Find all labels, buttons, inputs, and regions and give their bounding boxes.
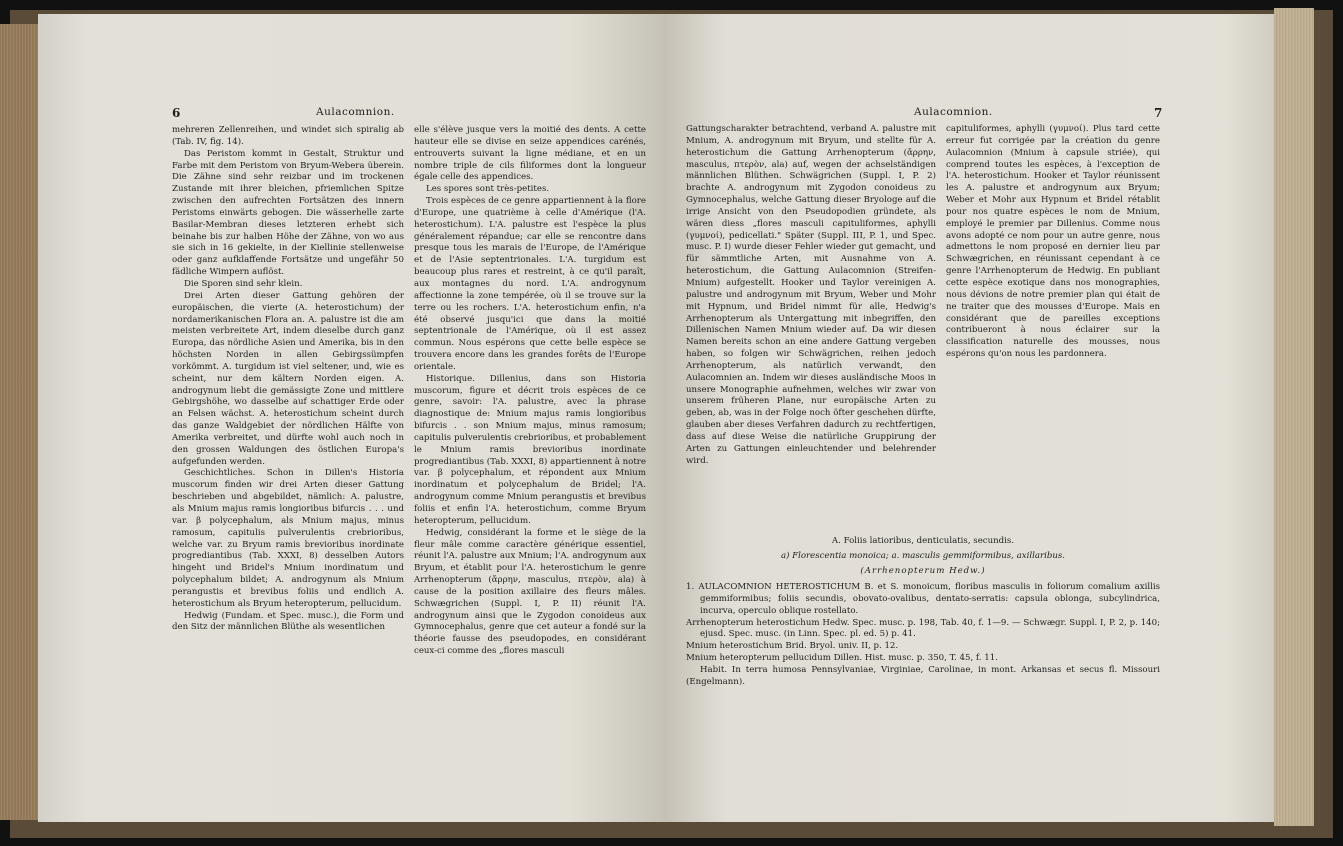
paragraph: elle s'élève jusque vers la moitié des dents. A cette hauteur elle se divise en seize appendices carénés, entrouverts suivant la ligne médiane, et en un nombre triple de cils filiformes dont la longueur égale celle des appendices. xyxy=(414,125,646,183)
right-page-column-german xyxy=(686,124,936,467)
paragraph: Historique. Dillenius, dans son Historia muscorum, figure et décrit trois espèces de ce genre, savoir: l'A. palustre, avec la phrase diagnostique de: Mnium majus ramis longioribus bifurcis . . son Mnium majus, minus ramosum; capitulis pulverulentis crebrioribus, et probablement le Mnium ramis brevioribus inordinate progrediantibus (Tab. XXXI, 8) appartiennent à notre var. β polycephalum, et répondent aux Mnium inordinatum et polycephalum de Bridel; l'A. androgynum comme Mnium perangustis et brevibus foliis et enfin l'A. heterostichum, comme Bryum heteropterum, pellucidum. xyxy=(414,373,646,526)
left-page-edges xyxy=(0,24,38,820)
right-page-edges xyxy=(1274,8,1314,826)
species-diagnosis: 1. AULACOMNION HETEROSTICHUM B. et S. monoicum, floribus masculis in foliorum comalium axillis gemmiformibus; foliis secundis, obovato-ovalibus, dentato-serratis: capsula oblonga, subcylindrica, incurva, operculo oblique rostellato. xyxy=(686,582,1160,616)
right-page xyxy=(664,14,1274,822)
paragraph: Les spores sont très-petites. xyxy=(426,184,550,195)
genus-group-heading: (Arrhenopterum Hedw.) xyxy=(860,566,986,576)
paragraph: capituliformes, aphylli (γυμνοί). Plus tard cette erreur fut corrigée par la création du genre Aulacomnion (Mnium à capsule striée), qui comprend toutes les espèces, à l'exception de l'A. heterostichum. Hooker et Taylor réunissent les A. palustre et androgynum aux Bryum; Weber et Mohr aux Hypnum et Bridel rétablit pour nos quatre espèces le nom de Mnium, employé le premier par Dillenius. Comme nous avons adopté ce nom pour un autre genre, nous admettons le nom proposé en dernier lieu par Schwægrichen, en réunissant cependant à ce genre l'Arrhenopterum de Hedwig. En publiant cette espèce exotique dans nos monographies, nous dévions de notre premier plan qui était de ne traiter que des mousses d'Europe. Mais en considérant que de pareilles exceptions contribueront à nous éclairer sur la classification naturelle des mousses, nous espérons qu'on nous les pardonnera. xyxy=(946,124,1160,360)
section-subheading-a: a) Florescentia monoica; a. masculis gemmiformibus, axillaribus. xyxy=(780,551,1066,561)
right-page-column-french xyxy=(946,124,1160,361)
paragraph: Die Sporen sind sehr klein. xyxy=(184,278,303,289)
left-page xyxy=(38,14,664,822)
synonym-line: Mnium heteropterum pellucidum Dillen. Hist. musc. p. 350, T. 45, f. 11. xyxy=(686,653,998,664)
page-number-left: 6 xyxy=(172,106,181,120)
paragraph: Das Peristom kommt in Gestalt, Struktur und Farbe mit dem Peristom von Bryum-Webera überein. Die Zähne sind sehr reizbar und im trockenen Zustande mit ihrer bleichen, pfriemlichen Spitze zwischen den aufrechten Fortsätzen des innern Peristoms einwärts gebogen. Die wässerhelle zarte Basilar-Membran dieses letzteren erhebt sich beinahe bis zur halben Höhe der Zähne, von wo aus sie sich in 16 gekielte, in der Kiellinie stellenweise oder ganz aufklaffende Fortsätze und ungefähr 50 fädliche Wimpern auflöst. xyxy=(172,148,404,278)
paragraph: Hedwig (Fundam. et Spec. musc.), die Form und den Sitz der männlichen Blüthe als wesentlichen xyxy=(172,610,404,633)
running-head-left: Aulacomnion. xyxy=(316,106,395,118)
running-head-right: Aulacomnion. xyxy=(914,106,993,118)
paragraph: Trois espèces de ce genre appartiennent à la flore d'Europe, une quatrième à celle d'Amérique (l'A. heterostichum). L'A. palustre est l'espèce la plus généralement répandue; car elle se rencontre dans presque tous les marais de l'Europe, de l'Amérique et de l'Asie septentrionales. L'A. turgidum est beaucoup plus rares et restreint, à ce qu'il paraît, aux montagnes du nord. L'A. androgynum affectionne la zone tempérée, où il se trouve sur la terre ou les rochers. L'A. heterostichum enfin, n'a été observé jusqu'ici que dans la moitié septentrionale de l'Amérique, où il est assez commun. Nous espérons que cette belle espèce se trouvera encore dans les grandes forêts de l'Europe orientale. xyxy=(414,196,646,372)
section-heading-a: A. Foliis latioribus, denticulatis, secundis. xyxy=(831,536,1015,546)
paragraph: Drei Arten dieser Gattung gehören der europäischen, die vierte (A. heterostichum) der nordamerikanischen Flora an. A. palustre ist die am meisten verbreitete Art, indem dieselbe durch ganz Europa, das nördliche Asien und Amerika, bis in den höchsten Norden in allen Gebirgssümpfen vorkömmt. A. turgidum ist viel seltener, und, wie es scheint, nur dem kältern Norden eigen. A. androgynum liebt die gemässigte Zone und mittlere Gebirgshöhe, wo dasselbe auf schattiger Erde oder an Felsen wächst. A. heterostichum scheint durch das ganze Waldgebiet der nördlichen Hälfte von Amerika verbreitet, und dürfte wohl auch noch in den grossen Waldungen des östlichen Europa's aufgefunden werden. xyxy=(172,290,404,467)
synonym-line: Mnium heterostichum Brid. Bryol. univ. II, p. 12. xyxy=(686,641,899,652)
species-entry-block xyxy=(686,582,1160,689)
synonym-line: Arrhenopterum heterostichum Hedw. Spec. musc. p. 198, Tab. 40, f. 1—9. — Schwægr. Suppl. I, P. 2, p. 140; ejusd. Spec. musc. (in Linn. Spec. pl. ed. 5) p. 41. xyxy=(686,617,1160,640)
habitat-line: Habit. In terra humosa Pennsylvaniae, Virginiae, Carolinae, in mont. Arkansas et secus fl. Missouri (Engelmann). xyxy=(686,664,1160,687)
paragraph: Geschichtliches. Schon in Dillen's Historia muscorum finden wir drei Arten dieser Gattung beschrieben und abgebildet, nämlich: A. palustre, als Mnium majus ramis longioribus bifurcis . . . und var. β polycephalum, als Mnium majus, minus ramosum, capitulis pulverulentis crebrioribus, welche var. zu Bryum ramis brevioribus inordinate progrediantibus (Tab. XXXI, 8) desselben Autors hingeht und Bridel's Mnium inordinatum und polycephalum bildet; A. androgynum als Mnium perangustis et brevibus foliis und endlich A. heterostichum als Bryum heteropterum, pellucidum. xyxy=(172,468,404,609)
left-page-column-french xyxy=(414,125,646,658)
paragraph: Gattungscharakter betrachtend, verband A. palustre mit Mnium, A. androgynum mit Bryum, und stellte für A. heterostichum die Gattung Arrhenopterum (ἄρρην, masculus, πτερὸν, ala) auf, wegen der achselständigen männlichen Blüthen. Schwägrichen (Suppl. I, P. 2) brachte A. androgynum mit Zygodon conoideus zu Gymnocephalus, welche Gattung dieser Bryologe auf die irrige Ansicht von den Pseudopodien gründete, als wären diess „flores masculi capituliformes, aphylli (γυμνοί), pedicellati." Später (Suppl. III, P. 1, und Spec. musc. P. I) wurde dieser Fehler wieder gut gemacht, und für sämmtliche Arten, mit Ausnahme von A. heterostichum, die Gattung Aulacomnion (Streifen-Mnium) aufgestellt. Hooker und Taylor vereinigen A. palustre und androgynum mit Bryum, Weber und Mohr mit Hypnum, und Bridel nimmt für alle, Hedwig's Arrhenopterum als Untergattung mit inbegriffen, den Dillenischen Namen Mnium wieder auf. Da wir diesen Namen bereits schon an eine andere Gattung vergeben haben, so folgen wir Schwägrichen, reihen jedoch Arrhenopterum, als natürlich verwandt, den Aulacomnien an. Indem wir dieses ausländische Moos in unsere Monographie aufnehmen, welches wir zwar von unserem früheren Plane, nur europäische Arten zu geben, ab, was in der Folge noch öfter geschehen dürfte, glauben aber dieses Verfahren dadurch zu rechtfertigen, dass auf diese Weise die natürliche Gruppirung der Arten zu Gattungen einleuchtender und belehrender wird. xyxy=(686,124,936,466)
page-number-right: 7 xyxy=(1154,106,1163,120)
left-page-column-german xyxy=(172,125,404,634)
paragraph: Hedwig, considérant la forme et le siège de la fleur mâle comme caractère générique essentiel, réunit l'A. palustre aux Mnium; l'A. androgynum aux Bryum, et établit pour l'A. heterostichum le genre Arrhenopterum (ἄρρην, masculus, πτερὸν, ala) à cause de la position axillaire des fleurs mâles. Schwægrichen (Suppl. I, P. II) réunit l'A. androgynum ainsi que le Zygodon conoideus aux Gymnocephalus, genre que cet auteur a fondé sur la théorie fausse des pseudopodes, en considérant ceux-ci comme des „flores masculi xyxy=(414,527,646,657)
paragraph: mehreren Zellenreihen, und windet sich spiralig ab (Tab. IV, fig. 14). xyxy=(172,125,404,147)
